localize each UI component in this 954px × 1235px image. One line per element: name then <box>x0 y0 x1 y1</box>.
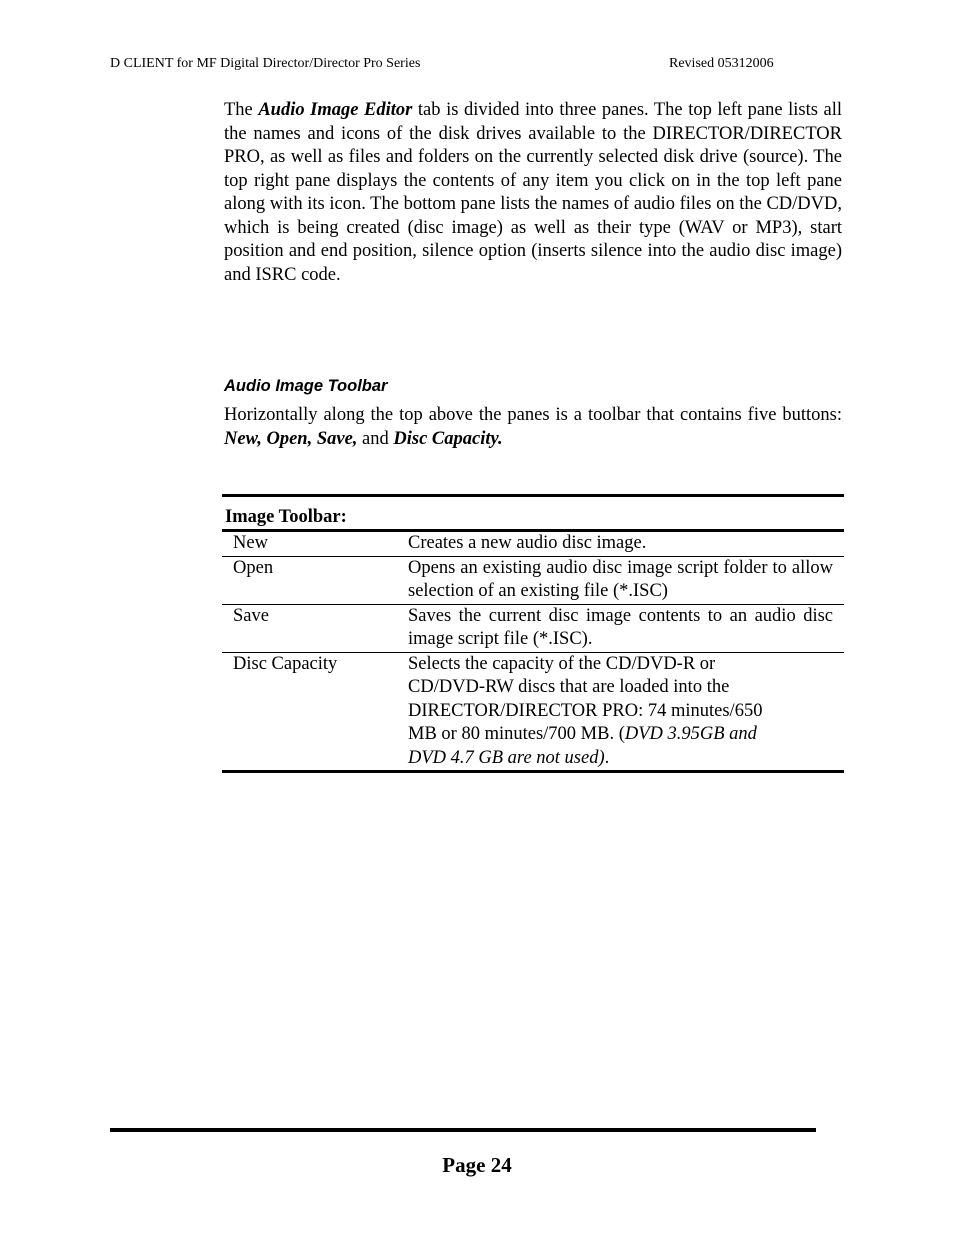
row-name: Disc Capacity <box>233 653 338 674</box>
intro-rest: tab is divided into three panes. The top left pane lists all the names and icons of the disk drives available to the DIRECTOR/DIRECTOR PRO, as well as files and folders on the currently selected disk drive (source). The top right pane displays the contents of any item you click on in the top left pane along with its icon. The bottom pane lists the names of audio files on the CD/DVD, which is being created (disc image) as well as their type (WAV or MP3), start position and end position, silence option (inserts silence into the audio disc image) and ISRC code. <box>224 100 842 285</box>
desc-end: . <box>604 747 610 768</box>
desc-italic: DVD 4.7 GB are not used) <box>408 747 605 768</box>
section-heading: Audio Image Toolbar <box>224 377 388 395</box>
toolbar-table <box>222 494 844 773</box>
desc-italic: DVD 3.95GB and <box>624 724 757 744</box>
table-row <box>222 653 844 774</box>
row-description: Opens an existing audio disc image script folder to allow selection of an existing file (*.ISC) <box>408 557 833 601</box>
toolbar-buttons-emphasis: New, Open, Save, <box>224 428 358 449</box>
page-number <box>0 1153 954 1178</box>
row-description: Creates a new audio disc image. <box>408 533 647 553</box>
table-title: Image Toolbar: <box>225 507 347 527</box>
toolbar-last-emphasis: Disc Capacity. <box>393 428 503 449</box>
table-row <box>222 557 844 605</box>
toolbar-paragraph <box>224 404 842 451</box>
running-header-title: D CLIENT for MF Digital Director/Director Pro Series <box>110 56 421 71</box>
intro-emphasis: Audio Image Editor <box>258 100 413 120</box>
desc-line <box>408 723 833 747</box>
table-row <box>222 605 844 653</box>
intro-lead: The <box>224 100 259 120</box>
row-name: Save <box>233 605 269 626</box>
page-number-text: Page 24 <box>442 1153 512 1177</box>
desc-line <box>408 747 833 771</box>
toolbar-lead: Horizontally along the top above the panes is a toolbar that contains five buttons: <box>224 405 842 425</box>
running-header-revision: Revised 05312006 <box>669 56 774 71</box>
intro-paragraph <box>224 99 842 287</box>
row-description: Saves the current disc image contents to an audio disc image script file (*.ISC). <box>408 605 833 649</box>
row-description <box>408 653 833 771</box>
table-row <box>222 532 844 557</box>
toolbar-and: and <box>357 428 394 449</box>
desc-line: DIRECTOR/DIRECTOR PRO: 74 minutes/650 <box>408 700 763 721</box>
desc-plain: MB or 80 minutes/700 MB. ( <box>408 724 625 744</box>
desc-line: Selects the capacity of the CD/DVD-R or <box>408 653 716 674</box>
row-name: New <box>233 533 268 553</box>
footer-rule <box>110 1128 816 1132</box>
row-name: Open <box>233 557 274 578</box>
desc-line: CD/DVD-RW discs that are loaded into the <box>408 677 730 697</box>
